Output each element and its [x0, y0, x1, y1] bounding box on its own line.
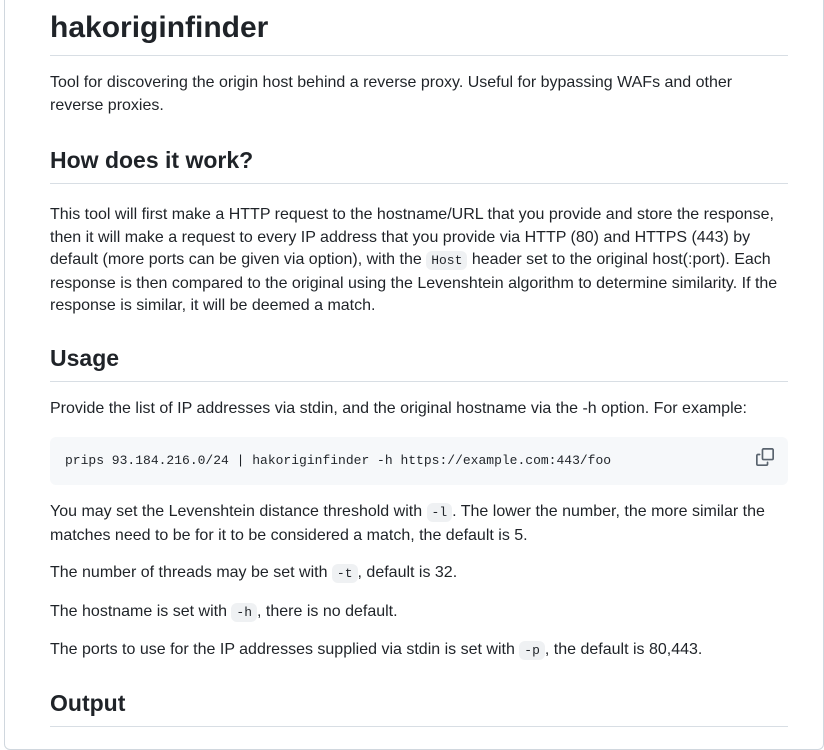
threshold-text-2: . The lower the number, the more similar the matches need to be for it to be considered a match, the default is 5. [50, 503, 765, 544]
hostname-text-1: The hostname is set with [50, 602, 232, 620]
threads-text-2: , default is 32. [357, 564, 458, 581]
readme-content [50, 0, 788, 727]
how-text-1: This tool will first make a HTTP request to the hostname/URL that you provide and store the response, then it will make a request to every IP address that you provide via HTTP (80) and HTTPS (443) by default (more ports can be given via option), with the [50, 206, 774, 268]
ports-paragraph [50, 639, 788, 663]
threshold-paragraph [50, 501, 788, 547]
ports-text-2: , the default is 80,443. [544, 641, 703, 658]
hostname-flag-code: -h [231, 603, 257, 622]
threads-paragraph [50, 562, 788, 586]
how-paragraph [50, 204, 788, 318]
example-command[interactable]: prips 93.184.216.0/24 | hakoriginfinder -h https://example.com:443/foo [65, 453, 612, 468]
threads-text-1: The number of threads may be set with [50, 564, 332, 581]
copy-button[interactable] [756, 448, 776, 468]
host-inline-code: Host [426, 251, 467, 270]
hostname-paragraph [50, 601, 788, 625]
how-heading: How does it work? [50, 145, 788, 184]
output-heading: Output [50, 688, 788, 727]
threshold-text-1: You may set the Levenshtein distance threshold with [50, 503, 427, 520]
intro-paragraph: Tool for discovering the origin host behind a reverse proxy. Useful for bypassing WAFs and other reverse proxies. [50, 74, 733, 114]
hostname-text-2: , there is no default. [257, 602, 398, 620]
threshold-flag-code: -l [427, 503, 453, 522]
readme-title: hakoriginfinder [50, 0, 788, 56]
usage-heading: Usage [50, 343, 788, 382]
copy-icon [756, 448, 774, 466]
threads-flag-code: -t [332, 564, 358, 583]
example-code-block [50, 437, 788, 485]
usage-intro: Provide the list of IP addresses via stdin, and the original hostname via the -h option. For example: [50, 399, 747, 417]
ports-flag-code: -p [519, 641, 545, 660]
how-text-2: header set to the original host(:port). Each response is then compared to the original using the Levenshtein algorithm to determine similarity. If the response is similar, it will be deemed a match. [50, 251, 778, 314]
ports-text-1: The ports to use for the IP addresses supplied via stdin is set with [50, 641, 520, 658]
